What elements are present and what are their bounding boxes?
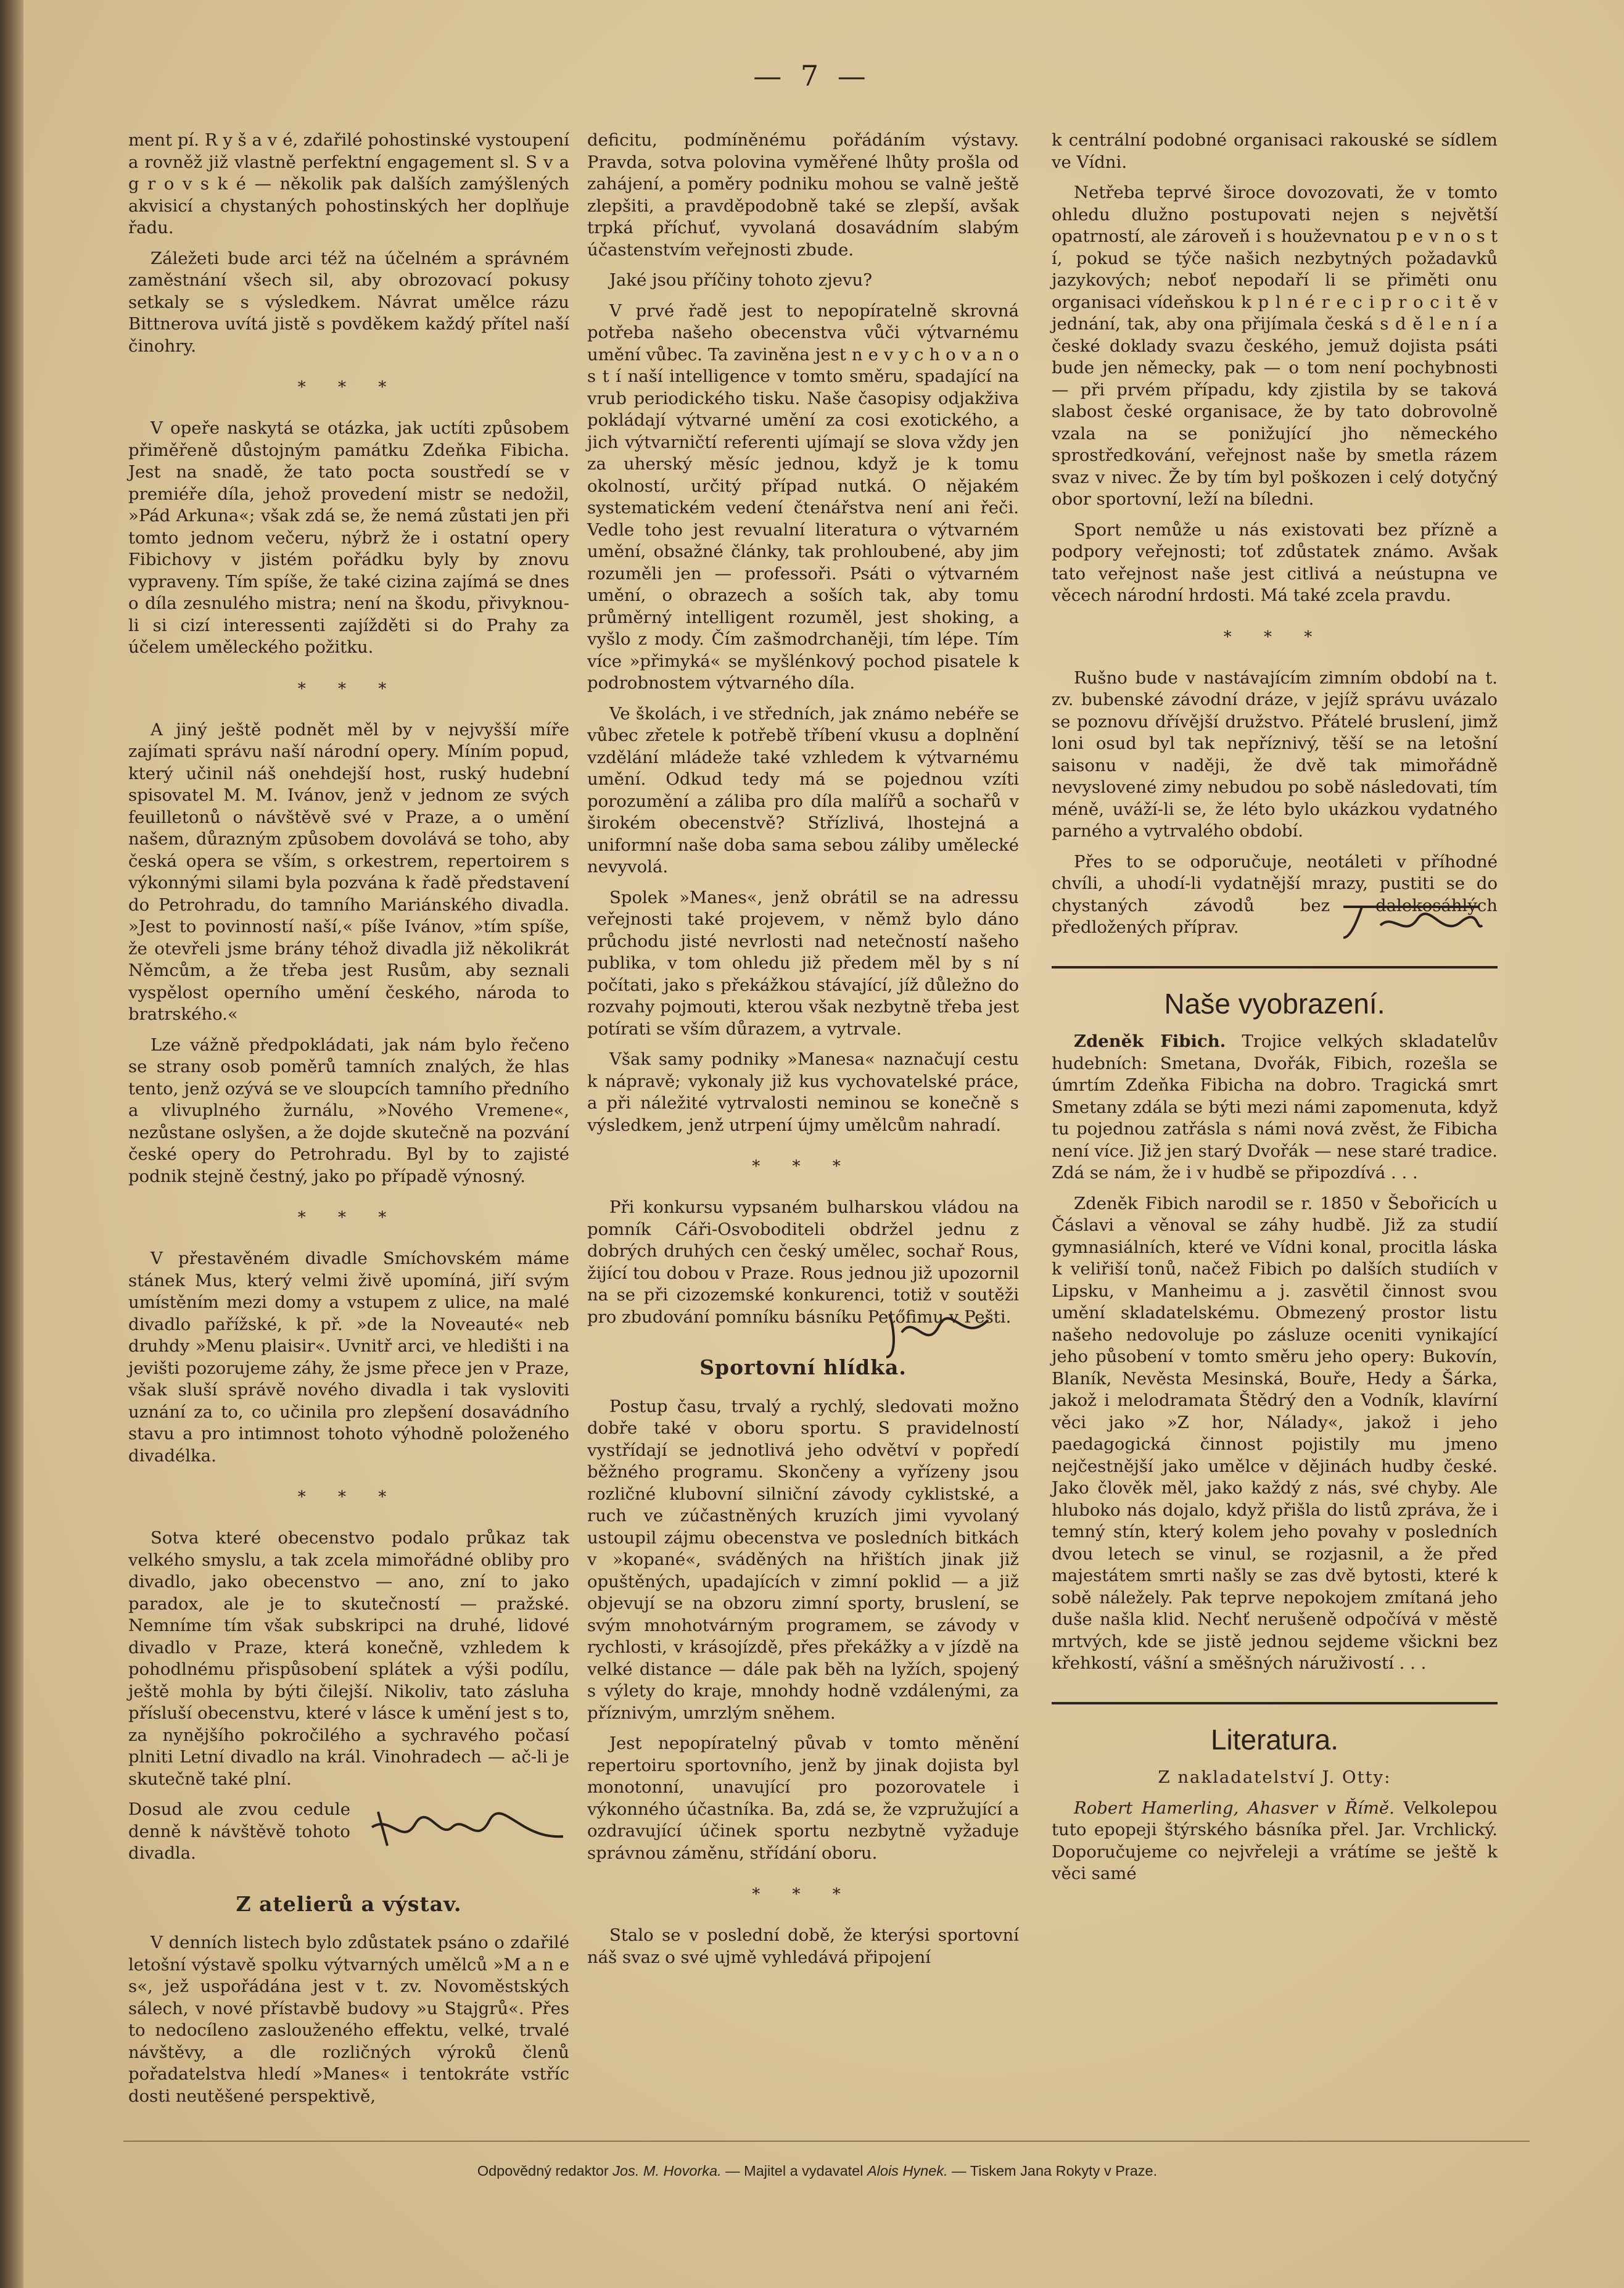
- paragraph: Spolek »Manes«, jenž obrátil se na adressu veřejnosti také projevem, v němž bylo dáno průchodu jisté nevrlosti nad netečností našeho publika, v tom ohledu již předem měl by s ní počítati, jako s překážkou stávající, jíž důležno do rozvahy pojmouti, kterou však nezbytně třeba jest potírati se vším důrazem, a vytrvale.: [587, 887, 1019, 1039]
- subject-name: Zdeněk Fibich.: [1074, 1031, 1226, 1051]
- paragraph: k centrální podobné organisaci rakouské se sídlem ve Vídni.: [1052, 130, 1498, 172]
- column-3: [1052, 130, 1498, 1894]
- paragraph: deficitu, podmíněnému pořádáním výstavy. Pravda, sotva polovina vyměřené lhůty prošla od zahájení, a poměry podniku mohou se valně ještě zlepšiti, a pravděpodobně také se zlepší, avšak trpká příchuť, vyvolaná dosavádním slabým účastenstvím veřejnosti zbude.: [587, 130, 1019, 260]
- section-divider-stars: * * *: [752, 1885, 854, 1904]
- column-1: [128, 130, 569, 2116]
- paragraph: V přestavěném divadle Smíchovském máme stánek Mus, který velmi živě upomíná, jiří svým umístěním mezi domy a vstupem z ulice, na malé divadlo pařížské, k př. »de la Noveauté« neb druhdy »Menu plaisir«. Uvnitř arci, ve hledišti i na jevišti pozorujeme záhy, že jsme přece jen v Praze, však sluší správě nového divadla i tak vysloviti uznání za to, co učinila pro zlepšení dosavádního stavu a pro intimnost tohoto výhodně položeného divadélka.: [128, 1249, 569, 1466]
- paragraph: Sotva které obecenstvo podalo průkaz tak velkého smyslu, a tak zcela mimořádné obliby pro divadlo, jako obecenstvo — ano, zní to jako paradox, ale je to skutečností — pražské. Nemníme tím však subskripci na druhé, lidové divadlo v Praze, která konečně, vzhledem k pohodlnému přispůsobení splátek a výši podílu, ještě mohla by býti čilejší. Nikoliv, tato zásluha přísluší obecenstvu, které v lásce k umění jest s to, za nynějšího pokročilého a sychravého počasí plniti Letní divadlo na král. Vinohradech — ač-li je skutečně také plní.: [128, 1528, 569, 1789]
- paragraph-text: Trojice velkých skladatelův hudebních: Smetana, Dvořák, Fibich, rozešla se úmrtím Zdeňka Fibicha na dobro. Tragická smrt Smetany zdála se býti mezi námi zapomenuta, když tu pojednou zatřásla s námi nová zvěst, že Fibicha není více. Již jen starý Dvořák — nese staré tradice. Zdá se nám, že i v hudbě se připozdívá . . .: [1052, 1031, 1498, 1183]
- footer-text: Odpovědný redaktor: [477, 2163, 613, 2179]
- paragraph: Při konkursu vypsaném bulharskou vládou na pomník Cáři-Osvoboditeli obdržel jednu z dobrých druhých cen český umělec, sochař Rous, žijící tou dobou v Praze. Rous jednou již upozornil na se při cizozemské konkurenci, totiž v soutěži pro zbudování pomníku básníku Petőfimu v Pešti.: [587, 1197, 1019, 1327]
- paragraph: Rušno bude v nastávajícím zimním období na t. zv. bubenské závodní dráze, v jejíž správu uvázalo se poznovu dřívější družstvo. Přátelé bruslení, jimž loni osud byl tak nepříznivý, těší se na letošní saisonu v naději, že dvě tak mimořádně nevyslovené zimy nebudou po sobě následovati, tím méně, uváží-li se, že léto bylo ukázkou vydatného parného a vytrvalého období.: [1052, 667, 1498, 841]
- paragraph: V denních listech bylo zdůstatek psáno o zdařilé letošní výstavě spolku výtvarných umělců »M a n e s«, jež uspořádána jest v t. zv. Novoměstských sálech, v nové přístavbě budovy »u Stajgrů«. Přes to nedocíleno zaslouženého effektu, velké, trvalé návštěvy, a dle rozličných výroků členů pořadatelstva hledí »Manes« i tentokráte vstříc dosti neutěšené perspektivě,: [128, 1933, 569, 2106]
- paragraph: Ve školách, i ve středních, jak známo nebéře se vůbec zřetele k potřebě tříbení vkusu a doplnění vzdělání mládeže také vzhledem k výtvarnému umění. Odkud tedy má se pojednou vzíti porozumění a záliba pro díla malířů a sochařů v širokém obecenstvě? Střízlivá, lhostejná a uniformní naše doba sama sebou záliby umělecké nevyvolá.: [587, 703, 1019, 877]
- page-binding-edge: [0, 0, 23, 2288]
- paragraph-text: Velkolepou tuto epopeji štýrského básníka přel. Jar. Vrchlický. Doporučujeme co nejvřeleji a vrátíme se ještě k věci samé: [1052, 1798, 1498, 1883]
- signature-block: [1052, 851, 1498, 939]
- column-2: [587, 130, 1019, 1977]
- imprint-footer: [111, 2163, 1523, 2179]
- section-heading: Sportovní hlídka.: [699, 1355, 907, 1379]
- section-divider-stars: * * *: [752, 1157, 854, 1176]
- paragraph: Postup času, trvalý a rychlý, sledovati možno dobře také v oboru sportu. S pravidelností vystřídají se jednotlivá jeho odvětví v popředí běžného programu. Skončeny a vyřízeny jsou rozličné klubovní silniční závody cyklistské, a ruch ve zúčastněných kruzích jimi vyvolaný ustoupil zájmu obecenstva ve posledních bitkách v »kopané«, sváděných na hřištích jinak již opuštěných, upadajících v zimní poklid — a již objevují se na obzoru zimní sporty, bruslení, se svým mnohotvárným programem, se závody v rychlosti, v krásojízdě, přes překážky a v jízdě na velké distance — dále pak běh na lyžích, spojený s výlety do kraje, mnohdy hodně vzdálenými, za příznivým, umrzlým sněhem.: [587, 1396, 1019, 1723]
- owner-name: Alois Hynek.: [867, 2163, 948, 2179]
- publisher-line: Z nakladatelství J. Otty:: [1158, 1767, 1391, 1787]
- handwritten-signature-icon: [877, 1295, 1000, 1369]
- section-heading: Z atelierů a výstav.: [236, 1891, 462, 1916]
- horizontal-rule: [1052, 966, 1498, 968]
- section-divider-stars: * * *: [297, 1488, 400, 1506]
- paragraph: V opeře naskytá se otázka, jak uctíti způsobem přiměřeně důstojným památku Zdeňka Fibicha. Jest na snadě, že tato pocta soustředí se v premiéře díla, jehož provedení mistr se nedožil, »Pád Arkuna«; však zdá se, že nemá zůstati jen při tomto jednom večeru, nýbrž že i ostatní opery Fibichovy v jistém pořádku byly by znovu vypraveny. Tím spíše, že také cizina zajímá se dnes o díla zesnulého mistra; není na škodu, přivyknou-li si cizí interessenti zajížděti si do Prahy za účelem uměleckého požitku.: [128, 418, 569, 657]
- paragraph: Jaké jsou příčiny tohoto zjevu?: [609, 270, 872, 290]
- handwritten-signature-icon: [1337, 894, 1485, 944]
- book-title: Robert Hamerling, Ahasver v Římě.: [1074, 1798, 1395, 1818]
- paragraph: ment pí. R y š a v é, zdařilé pohostinské vystoupení a rovněž již vlastně perfektní engagement sl. S v a g r o v s k é — několik pak dalších zamýšlených akvisicí a chystaných pohostinských her doplňuje řadu.: [128, 130, 569, 237]
- section-divider-stars: * * *: [297, 679, 400, 698]
- section-heading: Naše vyobrazení.: [1164, 987, 1385, 1020]
- section-divider-stars: * * *: [297, 378, 400, 397]
- section-heading: Literatura.: [1210, 1723, 1339, 1756]
- paragraph: Jest nepopíratelný půvab v tomto měnění repertoiru sportovního, jenž by jinak dojista byl monotonní, unavující pro pozorovatele i výkonného účastníka. Ba, zdá se, že vzpružující a ozdravující účinek sportu nezbytně vyžaduje správnou záměnu, střídání oboru.: [587, 1733, 1019, 1863]
- page-number: — 7 —: [753, 59, 871, 93]
- editor-name: Jos. M. Hovorka.: [612, 2163, 722, 2179]
- paragraph: Netřeba teprvé široce dovozovati, že v tomto ohledu dlužno postupovati nejen s největší opatrností, ale zároveň i s houževnatou p e v n o s t í, pokud se týče našich nezbytných požadavků jazykových; neboť nepodaří li se přiměti onu organisaci vídeňskou k p l n é r e c i p r o c i t ě v jednání, tak, aby ona přijímala česká s d ě l e n í a české doklady svazu českého, jemuž dojista psáti bude jen německy, pak — o tom není pochybnosti — při prvém případu, kdy zjistila by se taková slabost české organisace, že by tato dobrovolně vzala na se ponižující jho německého sprostředkování, veřejnost naše by smetla rázem svaz v nivec. Že by tím byl poškozen i celý dotyčný obor sportovní, leží na bíledni.: [1052, 183, 1498, 509]
- paragraph: Záležeti bude arci též na účelném a správném zaměstnání všech sil, aby obrozovací pokusy setkaly se s výsledkem. Návrat umělce rázu Bittnerova uvítá jistě s povděkem každý přítel naší činohry.: [128, 248, 569, 356]
- paragraph: Sport nemůže u nás existovati bez přízně a podpory veřejnosti; toť zdůstatek známo. Avšak tato veřejnost naše jest citlivá a neústupna ve věcech národní hrdosti. Má také zcela pravdu.: [1052, 519, 1498, 605]
- paragraph: Zdeněk Fibich narodil se r. 1850 v Šebořicích u Čáslavi a věnoval se záhy hudbě. Již za studií gymnasiálních, které ve Vídni konal, procitla láska k veliřiší tonů, načež Fibich po dalších studiích v Lipsku, v Manheimu a j. zasvětil činnost svou umění skladatelskému. Obmezený prostor listu našeho nedovoluje po zásluze oceniti vynikající jeho působení v tomto směru jeho opery: Bukovín, Blaník, Nevěsta Mesinská, Bouře, Hedy a Šárka, jakož i melodramata Štědrý den a Vodník, klavírní věci jako »Z hor, Nálady«, jakož i jeho paedagogická činnost pojistily mu jmeno nejčestnější jako umělce v dějinách hudby české. Jako člověk měl, jako každý z nás, své chyby. Ale hluboko nás dojalo, když přišla do listů zpráva, že i temný stín, který kolem jeho povahy v posledních dvou letech se vinul, se rozjasnil, a že před majestátem smrti našly se zas dvě bytosti, které k sobě náležely. Pak teprve nepokojem zmítaná jeho duše našla klid. Nechť nerušeně odpočívá v městě mrtvých, kde se jistě jednou sejdeme všickni bez křehkostí, vášní a směšných náruživostí . . .: [1052, 1193, 1498, 1673]
- paragraph: Dosud ale zvou cedule denně k návštěvě tohoto divadla.: [128, 1799, 350, 1863]
- paragraph: Lze vážně předpokládati, jak nám bylo řečeno se strany osob poměrů tamních znalých, že hlas tento, jenž ozývá se ve sloupcích tamního předního a vlivuplného žurnálu, »Nového Vremene«, nezůstane oslyšen, a že dojde skutečně na pozvání české opery do Petrohradu. Byl by to zajisté podnik stejně čestný, jako po případě výnosný.: [128, 1035, 569, 1186]
- footer-text: — Tiskem Jana Rokyty v Praze.: [947, 2163, 1158, 2179]
- paragraph: V prvé řadě jest to nepopíratelně skrovná potřeba našeho obecenstva vůči výtvarnému umění vůbec. Ta zaviněna jest n e v y c h o v a n o s t í naší intelligence v tomto směru, spadající na vrub periodického tisku. Naše časopisy odjakživa pokládají výtvarné umění za cosi exotického, a jich výtvarničtí referenti ujímají se slova vždy jen za uherský měsíc jednou, když je k tomu okolností, určitý případ nutká. O nějakém systematickém vedení čtenářstva není ani řeči. Vedle toho jest revualní literatura o výtvarném umění, obsažné články, tak prohloubené, aby jim rozuměli jen — professoři. Psáti o výtvarném umění, o obrazech a soších tak, aby tomu průměrný intelligent rozuměl, jest shoking, a vyšlo z mody. Čím zašmodrchaněji, tím lépe. Tím více »přimyká« se myšlénkový pochod pisatele k podrobnostem výtvarného díla.: [587, 300, 1019, 693]
- paragraph: Však samy podniky »Manesa« naznačují cestu k nápravě; vykonaly již kus vychovatelské práce, a při náležité vytrvalosti neminou se konečně s výsledkem, jenž utrpení újmy umělcům nahradí.: [587, 1049, 1019, 1135]
- handwritten-signature-icon: [366, 1803, 569, 1858]
- signature-block: [128, 1799, 569, 1865]
- footer-text: — Majitel a vydavatel: [721, 2163, 867, 2179]
- paragraph: A jiný ještě podnět měl by v nejvyšší míře zajímati správu naší národní opery. Míním popud, který učinil náš onehdejší host, ruský hudební spisovatel M. M. Ivánov, jenž v jednom ze svých feuilletonů o návštěvě své v Praze, a o umění našem, důrazným způsobem dovolává se toho, aby česká opera se vším, s orkestrem, repertoirem s výkonnými silami byla pozvána k řadě představení do Petrohradu, do tamního Mariánského divadla. »Jest to povinností naší,« píše Ivánov, »tím spíše, že otevřeli jsme brány téhož divadla již několikrát Němcům, a že třeba jest Rusům, aby seznali vyspělost operního umění českého, národa to bratrského.«: [128, 719, 569, 1024]
- horizontal-rule: [1052, 1702, 1498, 1704]
- section-divider-stars: * * *: [297, 1208, 400, 1227]
- paragraph: Přes to se odporučuje, neotáleti v příhodné chvíli, a uhodí-li vydatnější mrazy, pustiti se do chystaných závodů bez dalekosáhlých předložených příprav.: [1052, 851, 1498, 937]
- footer-rule: [123, 2141, 1530, 2142]
- paragraph: Stalo se v poslední době, že kterýsi sportovní náš svaz o své ujmě vyhledává připojení: [587, 1925, 1019, 1967]
- signature-block: [587, 1197, 1019, 1328]
- section-divider-stars: * * *: [1223, 627, 1326, 646]
